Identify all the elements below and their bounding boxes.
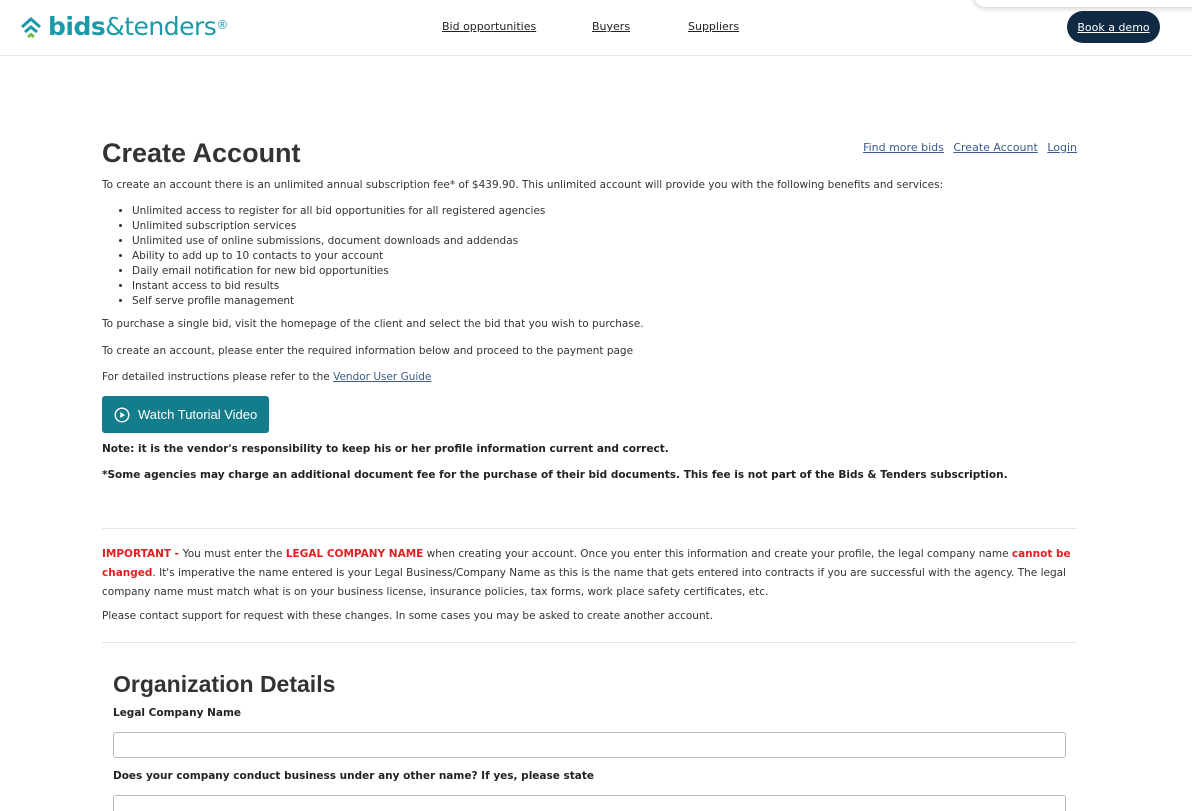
play-circle-icon (114, 407, 130, 423)
benefit-item: • Unlimited use of online submissions, document downloads and addendas (132, 235, 545, 250)
nav-buyers[interactable]: Buyers (592, 20, 631, 33)
guide-text (102, 371, 431, 383)
divider (102, 528, 1077, 529)
important-label: IMPORTANT - (102, 548, 183, 560)
legal-company-name-input[interactable] (113, 732, 1066, 758)
benefit-item: • Ability to add up to 10 contacts to your account (132, 250, 545, 265)
nav-suppliers[interactable]: Suppliers (688, 20, 740, 33)
logo-chevron-icon (20, 15, 42, 39)
site-header (0, 0, 1192, 56)
important-text: . It's imperative the name entered is your Legal Business/Company Name as this is the name that gets entered into contracts if you are successful with the agency. The legal company name must match what is on your business license, insurance policies, tax forms, work place safety certificates, etc. (102, 567, 1066, 598)
benefit-item: • Self serve profile management (132, 295, 545, 310)
contact-support-text: Please contact support for request with these changes. In some cases you may be asked to create another account. (102, 610, 714, 622)
cannot-be-changed-highlight: cannot be changed (102, 548, 1071, 579)
top-links (857, 141, 1077, 154)
page-title: Create Account (102, 138, 301, 168)
benefit-item: • Unlimited access to register for all bid opportunities for all registered agencies (132, 205, 545, 220)
organization-details-title: Organization Details (113, 671, 336, 697)
legal-company-name-highlight: LEGAL COMPANY NAME (285, 548, 424, 560)
logo-wordmark: bids&tenders® (48, 12, 228, 41)
benefit-item: • Daily email notification for new bid opportunities (132, 265, 545, 280)
watch-tutorial-video-button[interactable] (102, 396, 269, 433)
benefits-list (132, 205, 545, 310)
responsibility-note: Note: it is the vendor's responsibility to keep his or her profile information current and correct. (102, 443, 669, 455)
important-text: You must enter the (182, 548, 286, 560)
intro-text: To create an account there is an unlimited annual subscription fee* of $439.90. This unlimited account will provide you with the following benefits and services: (102, 179, 944, 191)
video-button-label: Watch Tutorial Video (138, 407, 258, 422)
important-notice (102, 545, 1077, 602)
nav-bid-opportunities[interactable]: Bid opportunities (442, 20, 537, 33)
benefit-item: • Instant access to bid results (132, 280, 545, 295)
vendor-user-guide-link[interactable]: Vendor User Guide (333, 371, 432, 383)
create-account-link[interactable]: Create Account (953, 141, 1038, 154)
guide-prefix: For detailed instructions please refer to the (102, 371, 334, 383)
document-fee-note: *Some agencies may charge an additional document fee for the purchase of their bid documents. This fee is not part of the Bids & Tenders subscription. (102, 469, 1008, 481)
login-link[interactable]: Login (1047, 141, 1077, 154)
benefit-item: • Unlimited subscription services (132, 220, 545, 235)
single-bid-text: To purchase a single bid, visit the homepage of the client and select the bid that you wish to purchase. (102, 318, 644, 330)
find-more-bids-link[interactable]: Find more bids (863, 141, 944, 154)
divider (102, 642, 1077, 643)
other-business-name-label: Does your company conduct business under any other name? If yes, please state (113, 770, 595, 782)
important-text: when creating your account. Once you enter this information and create your profile, the legal company name (423, 548, 1012, 560)
header-corner-decoration (972, 0, 1192, 8)
site-logo[interactable] (20, 13, 228, 41)
book-demo-button[interactable]: Book a demo (1067, 11, 1160, 43)
other-business-name-input[interactable] (113, 795, 1066, 811)
legal-company-name-label: Legal Company Name (113, 707, 242, 719)
create-instruction-text: To create an account, please enter the required information below and proceed to the payment page (102, 345, 634, 357)
